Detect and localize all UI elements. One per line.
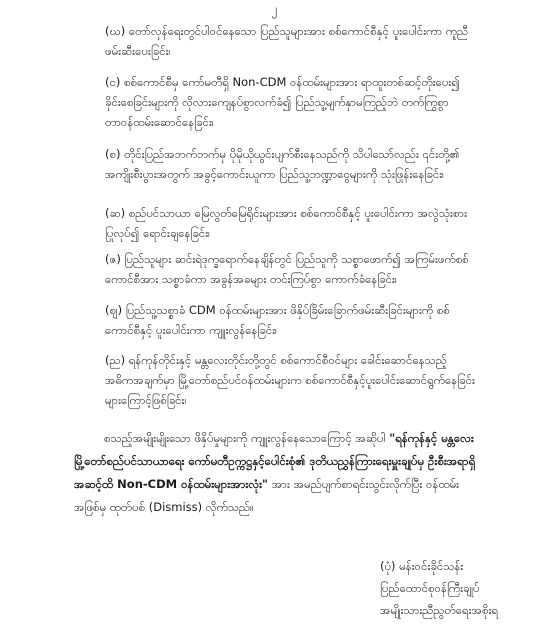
list-item-hsa <box>105 203 475 243</box>
list-item-text: ပြည်သူ့သစ္စာခံ CDM ဝန်ထမ်းများအား ဖိနှိပ်ခြိမ်းခြောက်ဖမ်းဆီးခြင်းများကို စစ်ကောင်စီနှင့် ပူးပေါင်းကာ ကျူးလွန်နေခြင်း၊ <box>105 303 450 337</box>
list-item-text: စည်ပင်သာယာ မြေလွတ်မြေရိုင်းများအား စစ်ကောင်စီနှင့် ပူးပေါင်းကာ အလွဲသုံးစား ပြုလုပ်၍ ရောင်းချနေခြင်း၊ <box>105 206 468 240</box>
list-item-marker: (ဈ) <box>105 303 123 317</box>
signatory-title: ပြည်ထောင်စုဝန်ကြီးချုပ် <box>380 581 480 595</box>
list-item-nga <box>105 72 475 132</box>
closing-lead-text: စသည့်အမျိုးမျိုးသော ဖိနှိပ်မှုများကို ကျူးလွန်နေသောကြောင့် အဆိုပါ <box>104 431 390 445</box>
list-item-text: စစ်ကောင်စီမှ ကော်မတီရှိ Non-CDM ဝန်ထမ်းများအား ရာထူးတစ်ဆင့်တိုးပေး၍ ခိုင်းစေခြင်းများကို လိုလားကျေနပ်စွာလက်ခံ၍ ပြည်သူ့မျက်နှာမကြည့်ဘဲ တက်ကြွစွာ တာဝန်ထမ်းဆောင်နေခြင်း၊ <box>105 75 460 129</box>
list-item-marker: (ဇ) <box>105 252 121 266</box>
list-item-gha <box>105 21 475 61</box>
list-item-text: ရန်ကုန်တိုင်းနှင့် မန္တလေးတိုင်းတို့တွင် စစ်ကောင်စီဝင်များ ခေါင်းဆောင်နေသည့် အဓိကအချက်မှာ မြို့တော်စည်ပင်ဝန်ထမ်းများက စစ်ကောင်စီနှင့်ပူးပေါင်းဆောင်ရွက်နေခြင်းများကြောင့်ဖြစ်ခြင်း၊ <box>105 353 475 407</box>
list-item-nya <box>105 350 475 410</box>
closing-trail-text: အား အမည်ပျက်စာရင်းသွင်းလိုက်ပြီး ဝန်ထမ်းအဖြစ်မှ ထုတ်ပစ် (Dismiss) လိုက်သည်။ <box>74 477 460 514</box>
closing-emphasis-text: "ရန်ကုန်နှင့် မန္တလေးမြို့တော်စည်ပင်သာယာရေး ကော်မတီဥက္ကဋ္ဌနှင့်ပေါင်းစုံ၏ ဒုတိယညွှန်ကြားရေးမှူးချုပ်မှ ဦးစီးအရာရှိအဆင့်ထိ Non-CDM ဝန်ထမ်းများအားလုံး" <box>74 431 476 491</box>
list-item-marker: (ည) <box>105 353 126 367</box>
list-item-text: ပြည်သူများ ဆင်းရဲဒုက္ခရောက်နေချိန်တွင် ပြည်သူကို သစ္စာဖောက်၍ အကြမ်းဖက်စစ်ကောင်စီအား သစ္စာခံကာ အခွန်အခများ တင်းကြပ်စွာ ကောက်ခံနေခြင်း၊ <box>105 252 469 286</box>
list-item-text: တိုင်းပြည်အဘက်ဘက်မှ ပိုမိုယိုယွင်းပျက်စီးနေသည်ကို သိပါသော်လည်း ၎င်းတို့၏ အကျိုးစီးပွားအတွက် အခွင့်ကောင်းယူကာ ပြည်သူ့ဘဏ္ဍာငွေများကို သုံးဖြုန်းနေခြင်း၊ <box>105 147 460 181</box>
signature-block <box>380 555 540 621</box>
signatory-name: (ပုံ) မန်းဝင်းခိုင်သန်း <box>380 559 464 573</box>
list-item-za <box>105 249 475 289</box>
list-item-text: တော်လှန်ရေးတွင်ပါဝင်နေသော ပြည်သူများအား စစ်ကောင်စီနှင့် ပူးပေါင်းကာ ကူညီ ဖမ်းဆီးပေးခြင်း၊ <box>105 24 469 58</box>
closing-paragraph <box>74 427 479 519</box>
list-item-sa <box>105 144 475 184</box>
page-number: ၂ <box>271 2 278 16</box>
list-item-marker: (ဆ) <box>105 206 126 220</box>
list-item-zha <box>105 300 475 340</box>
list-item-marker: (င) <box>105 75 121 89</box>
list-item-marker: (စ) <box>105 147 121 161</box>
signatory-organization: အမျိုးသားညီညွတ်ရေးအစိုးရ <box>380 603 499 617</box>
list-item-marker: (ဃ) <box>105 24 126 38</box>
